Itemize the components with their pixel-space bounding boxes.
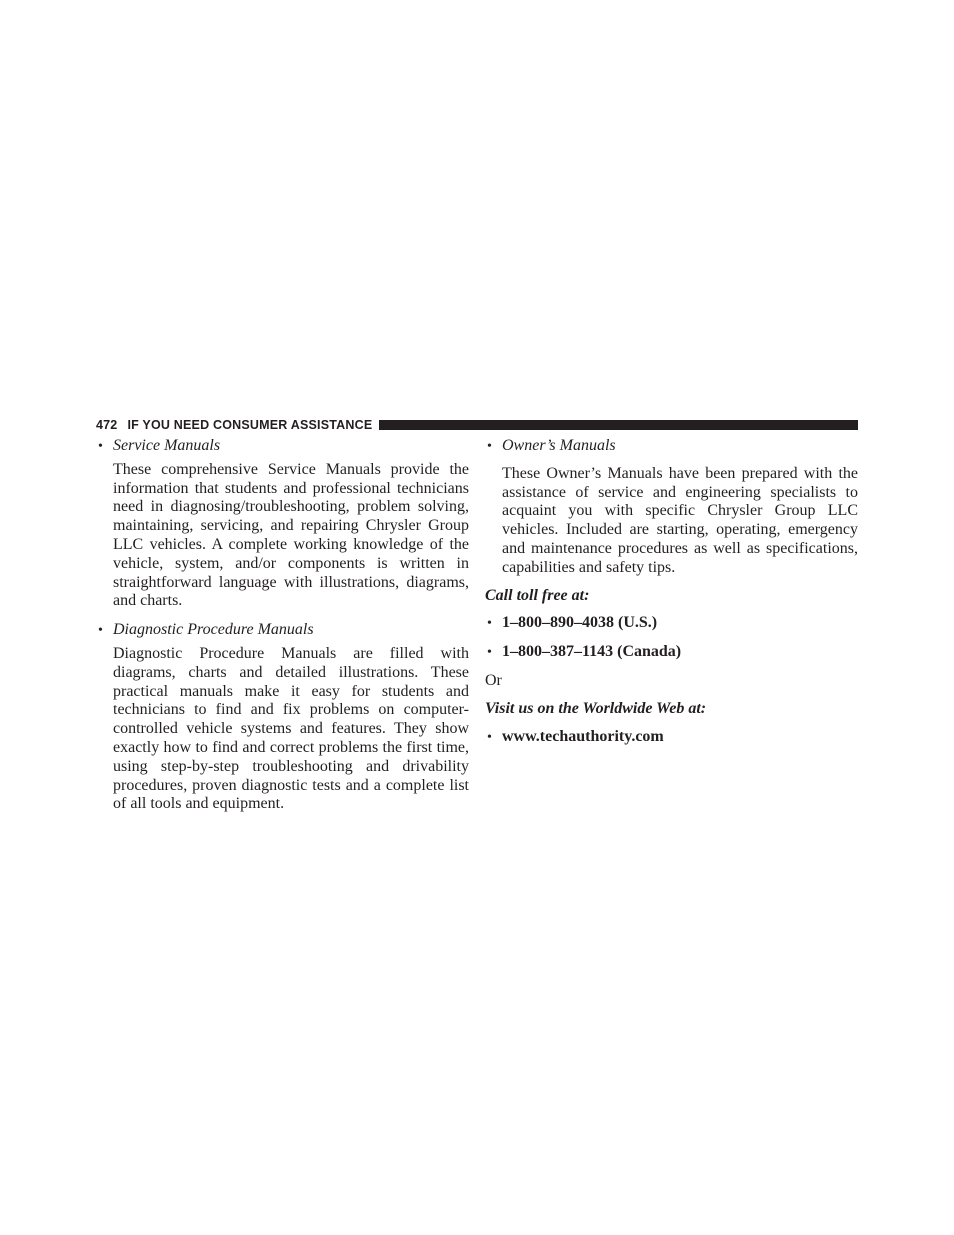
owners-manuals-body: These Owner’s Manuals have been prepared with the assistance of service and engineering specialists to acquaint you with specific Chrysler Group LLC vehicles. Included are starting, operating, emergency and maintenance procedures as well as specifications, capabilities and safety tips. (502, 464, 858, 576)
page-number: 472 (96, 418, 118, 432)
owners-manuals-heading: Owner’s Manuals (502, 437, 616, 454)
page-header (96, 417, 858, 433)
left-column (96, 437, 469, 814)
web-label: Visit us on the Worldwide Web at: (485, 699, 707, 717)
service-manuals-body: These comprehensive Service Manuals provide the information that students and professional technicians need in diagnosing/troubleshooting, problem solving, maintaining, servicing, and repairing Chrysler Group LLC vehicles. A complete working knowledge of the vehicle, system, and/or components is written in straightforward language with illustrations, diagrams, and charts. (113, 460, 469, 610)
bullet-icon: • (487, 439, 492, 454)
bullet-icon: • (487, 729, 492, 745)
bullet-icon: • (98, 623, 103, 639)
section-title: IF YOU NEED CONSUMER ASSISTANCE (127, 418, 373, 432)
call-toll-free-label: Call toll free at: (485, 586, 590, 604)
bullet-icon: • (98, 439, 103, 454)
bullet-phone-canada (485, 643, 858, 663)
phone-us: 1–800–890–4038 (U.S.) (502, 614, 658, 632)
bullet-phone-us (485, 614, 858, 634)
bullet-diagnostic-manuals (96, 621, 469, 641)
bullet-icon: • (487, 616, 492, 632)
phone-canada: 1–800–387–1143 (Canada) (502, 643, 682, 661)
diagnostic-manuals-heading: Diagnostic Procedure Manuals (113, 621, 314, 639)
right-column (485, 437, 858, 747)
bullet-service-manuals (96, 437, 469, 457)
bullet-website (485, 728, 858, 748)
service-manuals-heading: Service Manuals (113, 437, 221, 454)
header-rule (379, 420, 858, 430)
bullet-icon: • (487, 645, 492, 661)
or-text: Or (485, 671, 502, 689)
bullet-owners-manuals (485, 437, 858, 457)
diagnostic-manuals-body: Diagnostic Procedure Manuals are filled with diagrams, charts and detailed illustrations. These practical manuals make it easy for students and technicians to find and fix problems on computer-controlled vehicle systems and features. They show exactly how to find and correct problems the first time, using step-by-step troubleshooting and drivability procedures, proven diagnostic tests and a complete list of all tools and equipment. (113, 644, 469, 813)
website-link[interactable]: www.techauthority.com (502, 727, 664, 745)
